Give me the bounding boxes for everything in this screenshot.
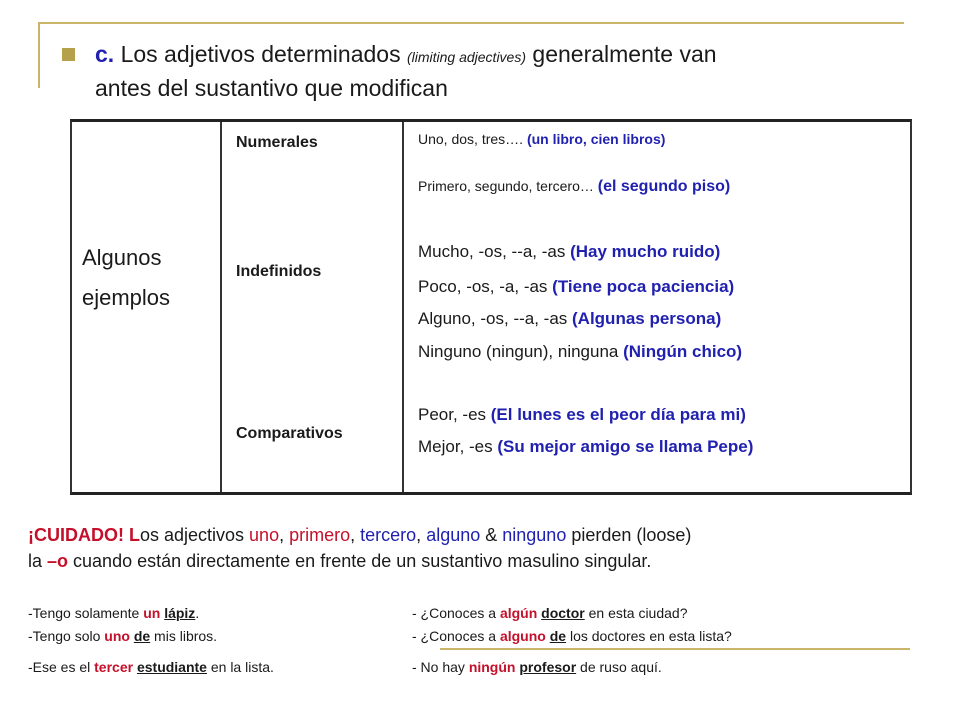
heading-letter: c.: [95, 41, 115, 67]
heading-line-2: antes del sustantivo que modifican: [95, 75, 448, 101]
example-row: Mejor, -es (Su mejor amigo se llama Pepe): [418, 437, 754, 456]
example-sentence: - ¿Conoces a alguno de los doctores en esta lista?: [412, 628, 732, 644]
example-sentence: -Tengo solo uno de mis libros.: [28, 628, 218, 644]
example-sentence: - No hay ningún profesor de ruso aquí.: [412, 659, 662, 675]
warning-line-1: ¡CUIDADO! Los adjectivos uno, primero, tercero, alguno & ninguno pierden (loose): [28, 525, 692, 545]
square-bullet-icon: [62, 48, 75, 61]
table-label-line-2: ejemplos: [82, 285, 171, 310]
table-divider: [402, 122, 404, 492]
table-label-line-1: Algunos: [82, 245, 162, 270]
example-row: Ninguno (ningun), ninguna (Ningún chico): [418, 342, 743, 361]
top-rule: [38, 22, 904, 24]
table-divider: [220, 122, 222, 492]
heading-line-1: c. Los adjetivos determinados (limiting adjectives) generalmente van: [95, 41, 717, 67]
example-row: Mucho, -os, --a, -as (Hay mucho ruido): [418, 242, 721, 261]
example-sentence: - ¿Conoces a algún doctor en esta ciudad?: [412, 605, 688, 621]
category-numerales: Numerales: [236, 134, 318, 151]
warning-line-2: la –o cuando están directamente en frente de un sustantivo masulino singular.: [28, 551, 652, 571]
example-row: Primero, segundo, tercero… (el segundo piso): [418, 178, 731, 195]
example-row: Poco, -os, -a, -as (Tiene poca paciencia): [418, 277, 735, 296]
example-row: Alguno, -os, --a, -as (Algunas persona): [418, 309, 722, 328]
example-sentence: -Tengo solamente un lápiz.: [28, 605, 200, 621]
bottom-rule: [440, 648, 910, 650]
example-sentence: -Ese es el tercer estudiante en la lista.: [28, 659, 274, 675]
example-row: Uno, dos, tres…. (un libro, cien libros): [418, 131, 666, 147]
left-rule: [38, 22, 40, 88]
category-comparativos: Comparativos: [236, 425, 343, 442]
examples-table: [70, 119, 912, 495]
category-indefinidos: Indefinidos: [236, 263, 322, 280]
example-row: Peor, -es (El lunes es el peor día para mi): [418, 405, 746, 424]
